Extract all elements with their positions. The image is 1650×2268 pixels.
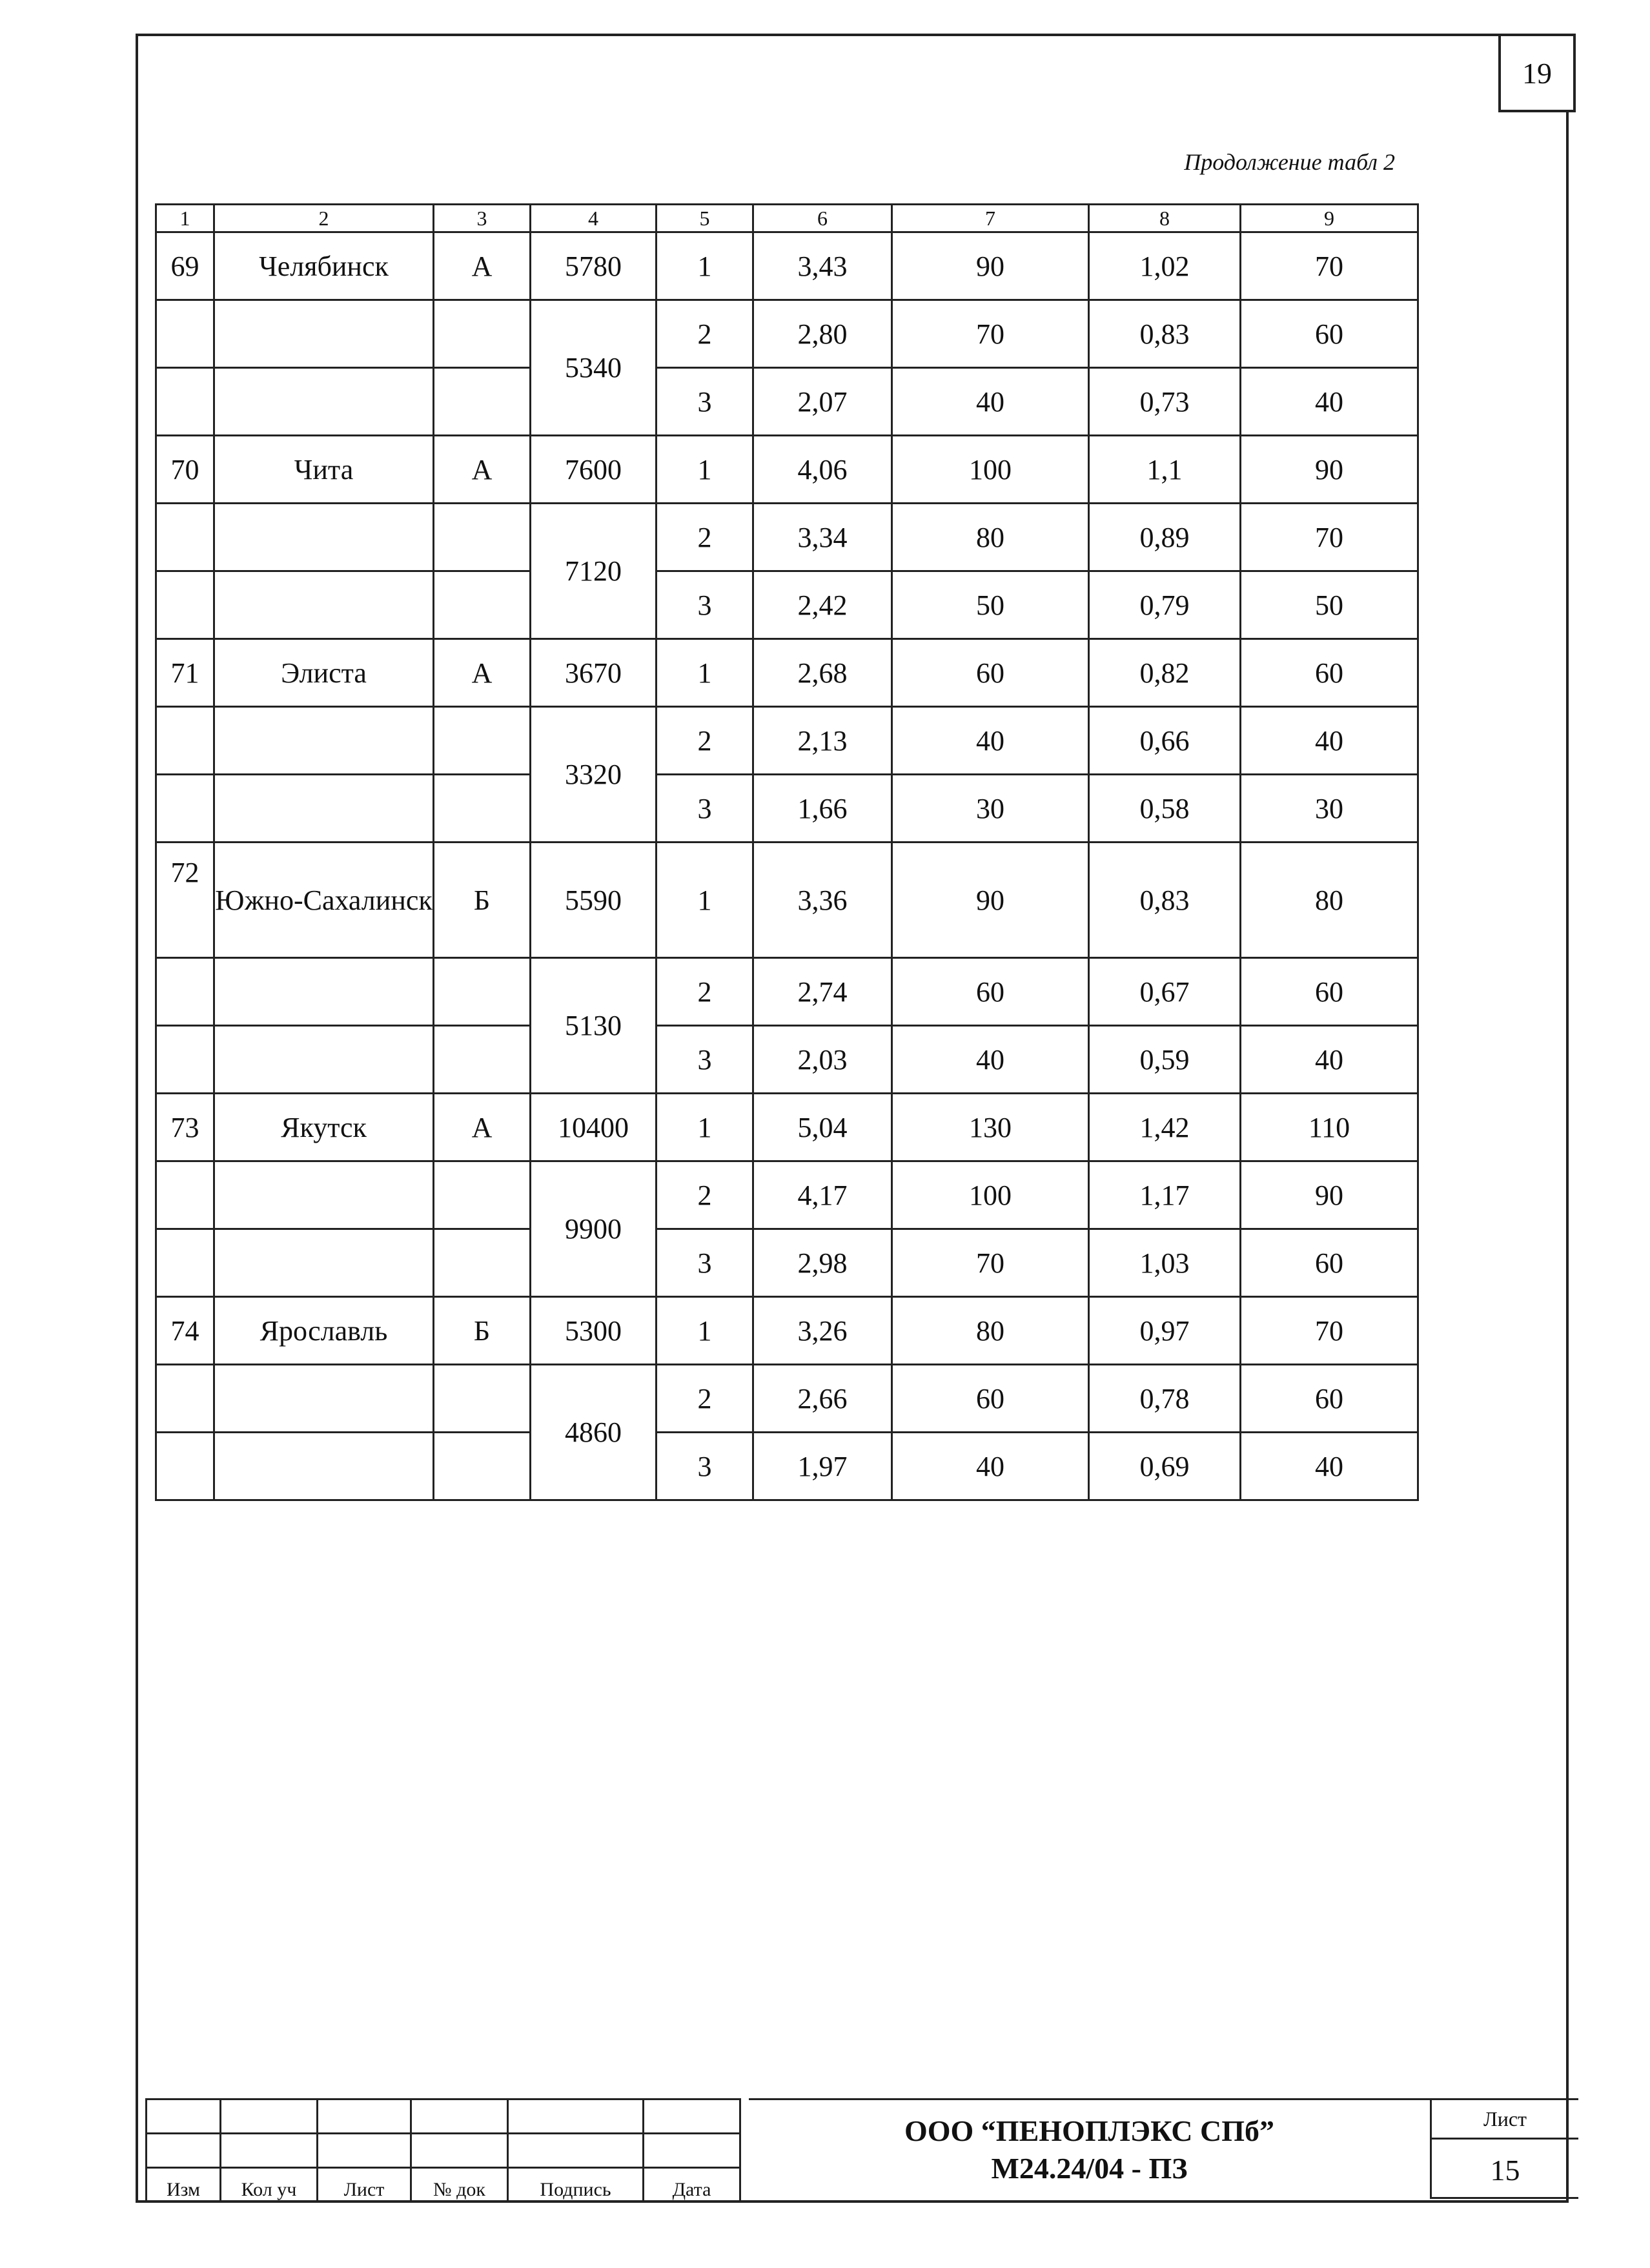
- value-col7: 40: [892, 1026, 1089, 1094]
- zone: [434, 958, 531, 1026]
- value-col9: 40: [1241, 707, 1418, 775]
- value-col6: 5,04: [753, 1094, 892, 1161]
- value-col9: 50: [1241, 571, 1418, 639]
- zone: Б: [434, 1297, 531, 1365]
- city-name: [214, 368, 434, 436]
- stamp-cell: [147, 2134, 221, 2168]
- city-name: Элиста: [214, 639, 434, 707]
- stamp-cell: Кол уч: [221, 2168, 318, 2202]
- stamp-cell: [221, 2099, 318, 2134]
- value-col8: 0,89: [1089, 504, 1241, 571]
- zone: [434, 504, 531, 571]
- zone: А: [434, 232, 531, 300]
- value-col6: 2,66: [753, 1365, 892, 1433]
- zone: [434, 1161, 531, 1229]
- table-row: [156, 1433, 1418, 1500]
- value-col5: 1: [657, 436, 753, 504]
- value-col6: 2,68: [753, 639, 892, 707]
- column-number: 7: [892, 205, 1089, 232]
- value-col7: 80: [892, 1297, 1089, 1365]
- value-col8: 0,79: [1089, 571, 1241, 639]
- zone: [434, 707, 531, 775]
- row-number: 73: [156, 1094, 214, 1161]
- zone: А: [434, 639, 531, 707]
- stamp-cell: [318, 2134, 411, 2168]
- value-col7: 60: [892, 958, 1089, 1026]
- value-col4: 5130: [531, 958, 657, 1094]
- value-col4: 10400: [531, 1094, 657, 1161]
- stamp-cell: [221, 2134, 318, 2168]
- sheet-label: Лист: [1432, 2100, 1578, 2140]
- stamp-row: [147, 2168, 740, 2202]
- value-col8: 0,59: [1089, 1026, 1241, 1094]
- company-name: ООО “ПЕНОПЛЭКС СПб”: [904, 2114, 1275, 2147]
- value-col7: 70: [892, 1229, 1089, 1297]
- table-caption: Продолжение табл 2: [1184, 149, 1395, 175]
- table-row: [156, 1365, 1418, 1433]
- zone: [434, 775, 531, 843]
- value-col7: 50: [892, 571, 1089, 639]
- sheet-box: [1430, 2098, 1578, 2199]
- header-row: [156, 205, 1418, 232]
- value-col4: 3670: [531, 639, 657, 707]
- column-number: 4: [531, 205, 657, 232]
- title-block: [145, 2098, 1578, 2199]
- value-col6: 1,97: [753, 1433, 892, 1500]
- row-number: [156, 504, 214, 571]
- value-col4: 5590: [531, 843, 657, 958]
- value-col4: 9900: [531, 1161, 657, 1297]
- zone: [434, 571, 531, 639]
- value-col8: 1,1: [1089, 436, 1241, 504]
- value-col8: 1,03: [1089, 1229, 1241, 1297]
- stamp-cell: № док: [411, 2168, 508, 2202]
- value-col8: 0,82: [1089, 639, 1241, 707]
- city-name: [214, 1229, 434, 1297]
- column-number: 2: [214, 205, 434, 232]
- row-number: 70: [156, 436, 214, 504]
- value-col9: 70: [1241, 232, 1418, 300]
- page-number: 19: [1498, 34, 1576, 112]
- stamp-cell: [508, 2099, 644, 2134]
- title-block-text: [749, 2098, 1430, 2199]
- value-col5: 1: [657, 639, 753, 707]
- row-number: [156, 1365, 214, 1433]
- value-col5: 3: [657, 775, 753, 843]
- value-col9: 90: [1241, 436, 1418, 504]
- value-col9: 60: [1241, 300, 1418, 368]
- value-col7: 60: [892, 1365, 1089, 1433]
- value-col7: 90: [892, 232, 1089, 300]
- value-col6: 4,17: [753, 1161, 892, 1229]
- value-col9: 30: [1241, 775, 1418, 843]
- value-col4: 5340: [531, 300, 657, 436]
- zone: [434, 1026, 531, 1094]
- zone: Б: [434, 843, 531, 958]
- city-name: [214, 1161, 434, 1229]
- value-col5: 3: [657, 1026, 753, 1094]
- zone: [434, 1365, 531, 1433]
- value-col9: 40: [1241, 1433, 1418, 1500]
- city-name: Чита: [214, 436, 434, 504]
- value-col6: 2,03: [753, 1026, 892, 1094]
- value-col5: 1: [657, 1094, 753, 1161]
- row-number: 69: [156, 232, 214, 300]
- row-number: [156, 571, 214, 639]
- stamp-cell: [644, 2134, 740, 2168]
- row-number: [156, 1433, 214, 1500]
- value-col9: 80: [1241, 843, 1418, 958]
- value-col5: 3: [657, 1433, 753, 1500]
- table-row: [156, 775, 1418, 843]
- value-col5: 3: [657, 368, 753, 436]
- value-col8: 1,42: [1089, 1094, 1241, 1161]
- table-row: [156, 571, 1418, 639]
- sheet-number: 15: [1490, 2154, 1520, 2187]
- value-col7: 90: [892, 843, 1089, 958]
- row-number: 72: [156, 843, 214, 958]
- column-number: 9: [1241, 205, 1418, 232]
- row-number: [156, 1026, 214, 1094]
- row-number: 71: [156, 639, 214, 707]
- value-col6: 1,66: [753, 775, 892, 843]
- stamp-cell: Лист: [318, 2168, 411, 2202]
- zone: [434, 300, 531, 368]
- value-col6: 3,34: [753, 504, 892, 571]
- value-col9: 70: [1241, 1297, 1418, 1365]
- stamp-cell: Подпись: [508, 2168, 644, 2202]
- row-number: [156, 368, 214, 436]
- value-col8: 0,66: [1089, 707, 1241, 775]
- value-col9: 70: [1241, 504, 1418, 571]
- city-name: [214, 504, 434, 571]
- value-col9: 40: [1241, 1026, 1418, 1094]
- city-name: [214, 1433, 434, 1500]
- revision-grid: [145, 2098, 741, 2203]
- value-col5: 2: [657, 504, 753, 571]
- row-number: [156, 775, 214, 843]
- value-col8: 0,83: [1089, 300, 1241, 368]
- value-col9: 60: [1241, 639, 1418, 707]
- city-name: [214, 1026, 434, 1094]
- value-col5: 2: [657, 300, 753, 368]
- value-col6: 3,26: [753, 1297, 892, 1365]
- table-row: [156, 843, 1418, 958]
- city-name: [214, 707, 434, 775]
- table-row: [156, 232, 1418, 300]
- value-col4: 7600: [531, 436, 657, 504]
- value-col6: 2,98: [753, 1229, 892, 1297]
- value-col9: 60: [1241, 1229, 1418, 1297]
- zone: А: [434, 1094, 531, 1161]
- stamp-cell: [411, 2099, 508, 2134]
- value-col4: 4860: [531, 1365, 657, 1500]
- value-col7: 80: [892, 504, 1089, 571]
- value-col8: 0,73: [1089, 368, 1241, 436]
- value-col5: 3: [657, 571, 753, 639]
- value-col5: 2: [657, 1365, 753, 1433]
- value-col7: 60: [892, 639, 1089, 707]
- row-number: [156, 1161, 214, 1229]
- stamp-cell: [147, 2099, 221, 2134]
- table-row: [156, 707, 1418, 775]
- value-col5: 2: [657, 707, 753, 775]
- city-name: [214, 571, 434, 639]
- zone: [434, 1229, 531, 1297]
- value-col8: 0,78: [1089, 1365, 1241, 1433]
- value-col8: 0,69: [1089, 1433, 1241, 1500]
- value-col7: 30: [892, 775, 1089, 843]
- row-number: [156, 300, 214, 368]
- value-col8: 1,17: [1089, 1161, 1241, 1229]
- value-col6: 2,07: [753, 368, 892, 436]
- value-col9: 40: [1241, 368, 1418, 436]
- value-col6: 2,13: [753, 707, 892, 775]
- data-table: [155, 203, 1419, 1501]
- table-row: [156, 300, 1418, 368]
- stamp-cell: Изм: [147, 2168, 221, 2202]
- value-col4: 7120: [531, 504, 657, 639]
- column-number: 8: [1089, 205, 1241, 232]
- value-col7: 100: [892, 436, 1089, 504]
- value-col8: 0,58: [1089, 775, 1241, 843]
- table-row: [156, 1026, 1418, 1094]
- value-col9: 60: [1241, 958, 1418, 1026]
- value-col5: 1: [657, 843, 753, 958]
- value-col9: 60: [1241, 1365, 1418, 1433]
- row-number: [156, 707, 214, 775]
- column-number: 1: [156, 205, 214, 232]
- value-col7: 40: [892, 707, 1089, 775]
- value-col4: 3320: [531, 707, 657, 843]
- value-col4: 5780: [531, 232, 657, 300]
- city-name: [214, 300, 434, 368]
- zone: А: [434, 436, 531, 504]
- stamp-cell: [508, 2134, 644, 2168]
- value-col5: 3: [657, 1229, 753, 1297]
- document-code: М24.24/04 - ПЗ: [991, 2151, 1188, 2185]
- value-col7: 100: [892, 1161, 1089, 1229]
- value-col6: 3,36: [753, 843, 892, 958]
- value-col8: 0,83: [1089, 843, 1241, 958]
- row-number: 74: [156, 1297, 214, 1365]
- city-name: Челябинск: [214, 232, 434, 300]
- table-row: [156, 368, 1418, 436]
- city-name: Южно-Сахалинск: [214, 843, 434, 958]
- value-col5: 2: [657, 1161, 753, 1229]
- value-col7: 40: [892, 1433, 1089, 1500]
- row-number: [156, 1229, 214, 1297]
- value-col6: 2,42: [753, 571, 892, 639]
- value-col6: 4,06: [753, 436, 892, 504]
- value-col6: 2,74: [753, 958, 892, 1026]
- value-col7: 130: [892, 1094, 1089, 1161]
- column-number: 3: [434, 205, 531, 232]
- city-name: [214, 958, 434, 1026]
- value-col5: 1: [657, 1297, 753, 1365]
- value-col8: 0,97: [1089, 1297, 1241, 1365]
- city-name: Ярославль: [214, 1297, 434, 1365]
- stamp-cell: [644, 2099, 740, 2134]
- stamp-row: [147, 2134, 740, 2168]
- column-number: 6: [753, 205, 892, 232]
- table-row: [156, 639, 1418, 707]
- value-col9: 110: [1241, 1094, 1418, 1161]
- table-row: [156, 1229, 1418, 1297]
- city-name: Якутск: [214, 1094, 434, 1161]
- value-col9: 90: [1241, 1161, 1418, 1229]
- table-row: [156, 1297, 1418, 1365]
- value-col8: 0,67: [1089, 958, 1241, 1026]
- table-row: [156, 436, 1418, 504]
- zone: [434, 1433, 531, 1500]
- value-col6: 2,80: [753, 300, 892, 368]
- table-row: [156, 504, 1418, 571]
- value-col7: 70: [892, 300, 1089, 368]
- value-col5: 2: [657, 958, 753, 1026]
- value-col7: 40: [892, 368, 1089, 436]
- zone: [434, 368, 531, 436]
- value-col6: 3,43: [753, 232, 892, 300]
- table-row: [156, 1094, 1418, 1161]
- stamp-cell: Дата: [644, 2168, 740, 2202]
- city-name: [214, 775, 434, 843]
- city-name: [214, 1365, 434, 1433]
- stamp-row: [147, 2099, 740, 2134]
- value-col4: 5300: [531, 1297, 657, 1365]
- value-col5: 1: [657, 232, 753, 300]
- table-row: [156, 958, 1418, 1026]
- row-number: [156, 958, 214, 1026]
- column-number: 5: [657, 205, 753, 232]
- table-row: [156, 1161, 1418, 1229]
- stamp-cell: [411, 2134, 508, 2168]
- value-col8: 1,02: [1089, 232, 1241, 300]
- stamp-cell: [318, 2099, 411, 2134]
